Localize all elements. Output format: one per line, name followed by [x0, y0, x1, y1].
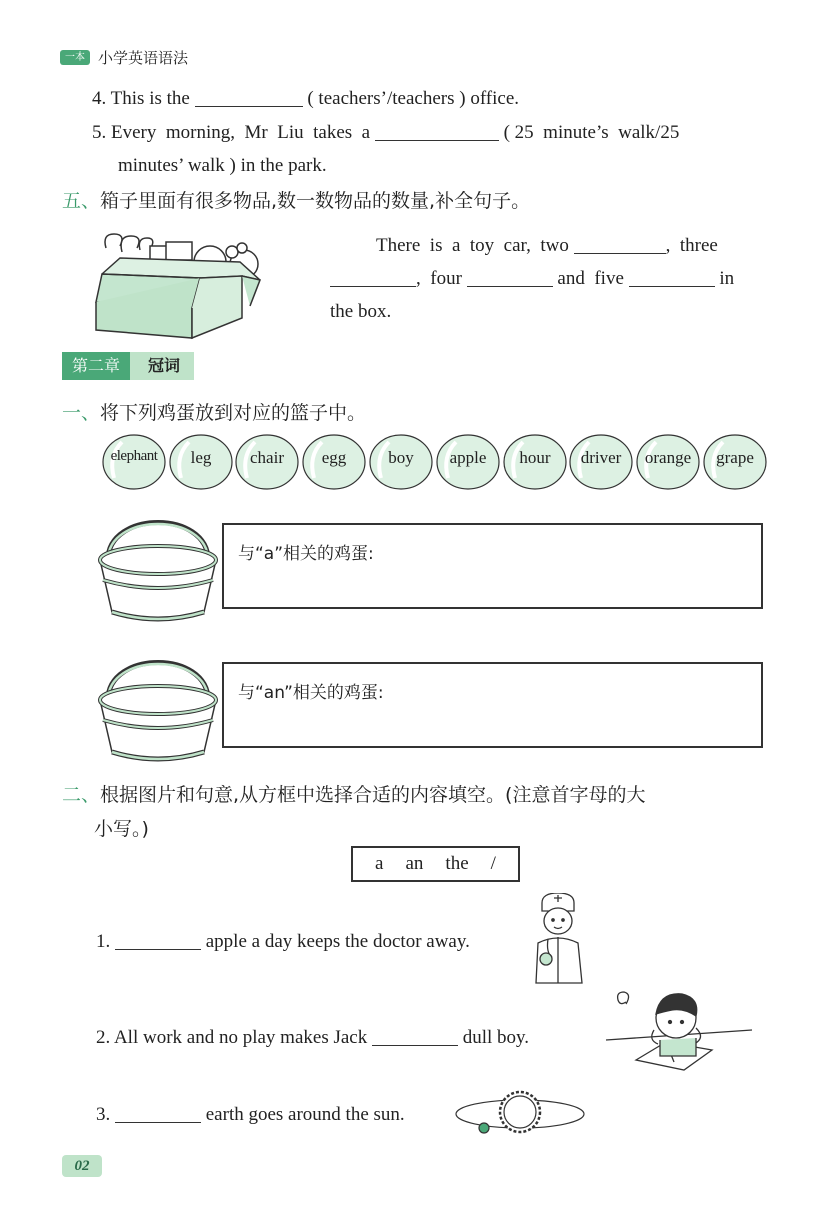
section-5-marker: 五、 [62, 190, 101, 212]
chapter-tab [62, 352, 194, 380]
egg-word: boy [388, 448, 414, 467]
ex2-question-1 [96, 929, 470, 955]
egg-word: apple [449, 448, 487, 467]
blank-four[interactable] [467, 266, 553, 287]
box-an-eggs[interactable] [222, 662, 763, 748]
ex2-question-2 [96, 1025, 529, 1051]
exercise-2-marker: 二、 [62, 784, 101, 806]
question-4 [92, 86, 519, 112]
exercise-2-heading [62, 780, 645, 807]
egg-item[interactable] [302, 434, 366, 490]
question-5-continuation: minutes’ walk ) in the park. [118, 155, 327, 176]
egg-word: leg [190, 448, 212, 467]
question-5 [92, 120, 679, 146]
egg-word: elephant [110, 448, 158, 464]
sun-earth-orbit-illustration [452, 1088, 588, 1140]
section-5-line-1-text: There is a toy car, two [376, 235, 569, 256]
egg-item[interactable] [636, 434, 700, 490]
ex2-question-2-end: dull boy. [462, 1027, 530, 1048]
blank-five[interactable] [629, 266, 715, 287]
option-none: / [490, 853, 496, 874]
egg-item[interactable] [102, 434, 166, 490]
book-title: 小学英语语法 [98, 49, 189, 67]
egg-item[interactable] [369, 434, 433, 490]
option-an: an [405, 853, 424, 874]
doctor-illustration [528, 893, 590, 985]
ex2-question-2-blank[interactable] [372, 1025, 458, 1046]
egg-word: driver [580, 448, 622, 467]
word-options-box [351, 846, 520, 882]
ex2-question-3-number: 3. [96, 1104, 111, 1125]
ex2-question-2-text: 2. All work and no play makes Jack [96, 1027, 368, 1048]
exercise-2-instruction-2: 小写。) [94, 818, 149, 840]
egg-word: chair [250, 448, 284, 467]
egg-item[interactable] [569, 434, 633, 490]
blank-two[interactable] [574, 233, 666, 254]
section-5-line-1-end: , three [665, 235, 718, 256]
exercise-2-instruction-1: 根据图片和句意,从方框中选择合适的内容填空。(注意首字母的大 [100, 784, 646, 806]
egg-word: grape [716, 448, 754, 467]
ex2-question-1-text: apple a day keeps the doctor away. [205, 931, 470, 952]
egg-item[interactable] [703, 434, 767, 490]
ex2-question-3-text: earth goes around the sun. [205, 1104, 405, 1125]
boy-studying-illustration [604, 990, 754, 1072]
section-5-line-2 [330, 266, 734, 292]
exercise-1-heading [62, 398, 366, 425]
section-5-line-2-in: in [719, 268, 735, 289]
ex2-question-3-blank[interactable] [115, 1102, 201, 1123]
section-5-line-1 [376, 233, 718, 259]
box-an-label: 与“an”相关的鸡蛋: [238, 683, 384, 703]
book-logo-badge: 一本 [60, 50, 90, 65]
chapter-label: 第二章 [62, 352, 130, 380]
question-5-post: ( 25 minute’s walk/25 [503, 122, 680, 143]
question-5-pre: Every morning, Mr Liu takes a [111, 122, 371, 143]
question-4-pre: This is the [110, 88, 190, 109]
toy-box-illustration [92, 218, 262, 342]
egg-word: orange [644, 448, 692, 467]
egg-word: hour [519, 448, 551, 467]
section-5-heading [62, 186, 530, 213]
box-a-eggs[interactable] [222, 523, 763, 609]
section-5-line-2-four: , four [416, 268, 462, 289]
umbrella-handle-icon [105, 234, 122, 248]
question-4-blank[interactable] [195, 86, 303, 107]
chapter-title: 冠词 [130, 352, 194, 380]
box-a-label: 与“a”相关的鸡蛋: [238, 544, 374, 564]
option-a: a [375, 853, 384, 874]
egg-item[interactable] [503, 434, 567, 490]
egg-item[interactable] [436, 434, 500, 490]
section-5-line-3: the box. [330, 301, 392, 322]
section-5-instruction: 箱子里面有很多物品,数一数物品的数量,补全句子。 [100, 190, 531, 212]
basket-icon [94, 640, 222, 770]
egg-word: egg [321, 448, 347, 467]
page-number: 02 [62, 1155, 102, 1177]
ex2-question-1-blank[interactable] [115, 929, 201, 950]
section-5-line-2-five: and five [557, 268, 624, 289]
question-5-number: 5. [92, 122, 107, 143]
question-5-blank[interactable] [375, 120, 499, 141]
exercise-1-marker: 一、 [62, 402, 101, 424]
option-the: the [445, 853, 469, 874]
ex2-question-1-number: 1. [96, 931, 111, 952]
exercise-1-instruction: 将下列鸡蛋放到对应的篮子中。 [100, 402, 367, 424]
question-4-number: 4. [92, 88, 107, 109]
blank-three[interactable] [330, 266, 416, 287]
question-4-post: ( teachers’/teachers ) office. [307, 88, 520, 109]
egg-item[interactable] [169, 434, 233, 490]
basket-icon [94, 500, 222, 630]
egg-item[interactable] [235, 434, 299, 490]
ex2-question-3 [96, 1102, 405, 1128]
